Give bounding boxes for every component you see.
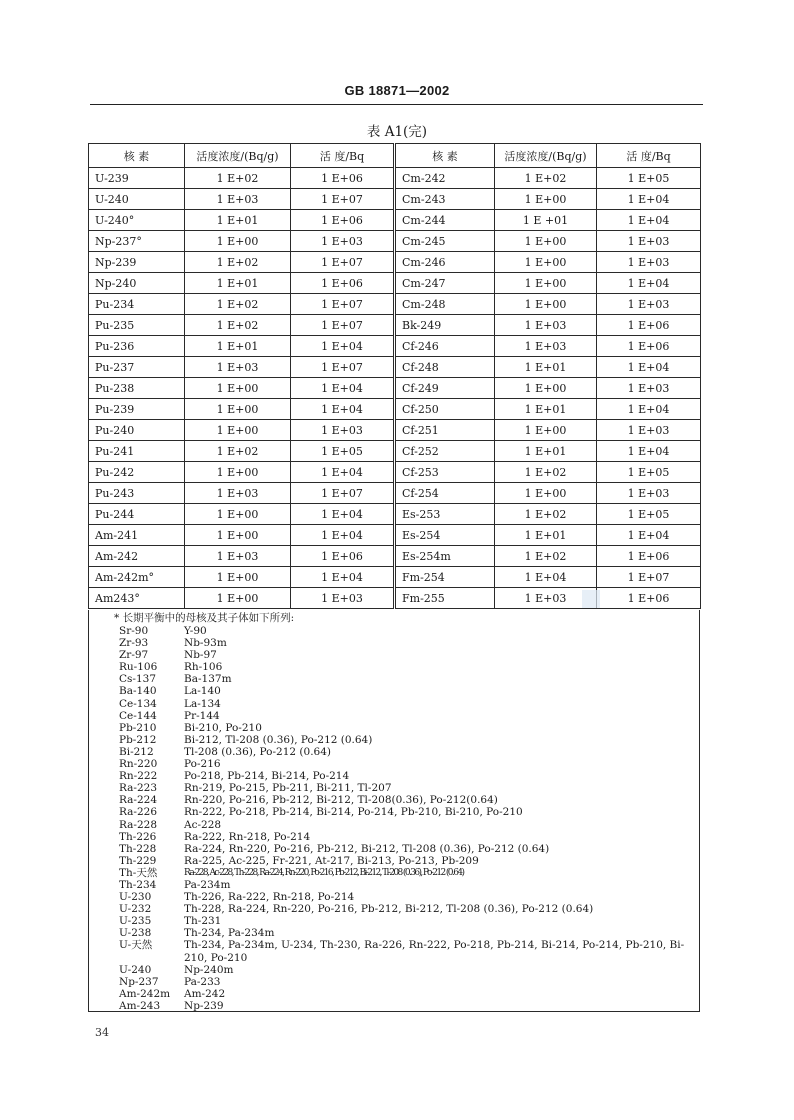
concentration-cell: 1 E+03 — [185, 357, 291, 378]
concentration-cell: 1 E+00 — [495, 483, 597, 504]
nuclide-cell: Cf-252 — [395, 441, 495, 462]
table-row — [89, 210, 701, 231]
daughter-nuclides: Bi-210, Po-210 — [184, 721, 262, 734]
activity-cell: 1 E+06 — [291, 546, 395, 567]
nuclide-cell: Np-240 — [89, 273, 185, 294]
activity-cell: 1 E+07 — [291, 483, 395, 504]
nuclide-cell: Am243° — [89, 588, 185, 609]
parent-nuclide: Rn-222 — [119, 770, 158, 783]
table-header-row — [89, 144, 701, 168]
daughter-nuclides: Rn-220, Po-216, Pb-212, Bi-212, Tl-208(0.36), Po-212(0.64) — [184, 794, 498, 807]
parent-nuclide: Zr-93 — [119, 637, 149, 650]
nuclide-cell: Fm-255 — [395, 588, 495, 609]
table-row — [89, 525, 701, 546]
table-row — [89, 357, 701, 378]
nuclide-cell: Pu-244 — [89, 504, 185, 525]
daughter-nuclides: Ra-224, Rn-220, Po-216, Pb-212, Bi-212, Tl-208 (0.36), Po-212 (0.64) — [184, 842, 550, 855]
parent-nuclide: Ru-106 — [119, 661, 158, 674]
table-row — [89, 231, 701, 252]
daughter-nuclides: Pa-234m — [184, 878, 231, 891]
col-header: 活度浓度/(Bq/g) — [495, 144, 597, 168]
parent-nuclide: Ra-223 — [119, 782, 157, 795]
nuclide-cell: Cm-244 — [395, 210, 495, 231]
table-row — [89, 168, 701, 189]
activity-cell: 1 E+04 — [291, 399, 395, 420]
nuclide-cell: Cm-243 — [395, 189, 495, 210]
table-title: 表 A1(完) — [366, 124, 428, 140]
concentration-cell: 1 E+03 — [495, 588, 597, 609]
daughter-nuclides: Nb-97 — [184, 649, 217, 662]
nuclide-cell: Cf-253 — [395, 462, 495, 483]
concentration-cell: 1 E+00 — [495, 273, 597, 294]
parent-nuclide: Th-228 — [119, 842, 157, 855]
decay-chain-item — [119, 891, 689, 903]
nuclide-cell: Es-253 — [395, 504, 495, 525]
daughter-nuclides: Po-218, Pb-214, Bi-214, Po-214 — [184, 770, 350, 783]
decay-chain-item — [119, 988, 689, 1000]
concentration-cell: 1 E+01 — [495, 441, 597, 462]
decay-chain-item — [119, 637, 689, 649]
nuclide-cell: Pu-243 — [89, 483, 185, 504]
concentration-cell: 1 E+03 — [185, 546, 291, 567]
activity-cell: 1 E+03 — [291, 231, 395, 252]
decay-chain-item — [119, 927, 689, 939]
activity-cell: 1 E+07 — [291, 252, 395, 273]
concentration-cell: 1 E+02 — [185, 252, 291, 273]
decay-chain-list — [119, 625, 689, 1012]
concentration-cell: 1 E+03 — [185, 483, 291, 504]
daughter-nuclides: Pa-233 — [184, 975, 221, 988]
activity-cell: 1 E+03 — [291, 588, 395, 609]
daughter-nuclides: Bi-212, Tl-208 (0.36), Po-212 (0.64) — [184, 733, 373, 746]
concentration-cell: 1 E+03 — [185, 189, 291, 210]
activity-cell: 1 E+05 — [597, 462, 701, 483]
table-row — [89, 336, 701, 357]
decay-chain-item — [119, 831, 689, 843]
concentration-cell: 1 E+00 — [185, 378, 291, 399]
concentration-cell: 1 E+01 — [185, 336, 291, 357]
decay-chain-item — [119, 673, 689, 685]
decay-chain-item — [119, 964, 689, 976]
concentration-cell: 1 E+01 — [495, 399, 597, 420]
footnote-title: * 长期平衡中的母核及其子体如下所列: — [114, 612, 295, 624]
daughter-nuclides: La-140 — [184, 685, 221, 698]
activity-cell: 1 E+07 — [597, 567, 701, 588]
parent-nuclide: Ce-144 — [119, 709, 157, 722]
parent-nuclide: Th-226 — [119, 830, 157, 843]
nuclide-cell: U-240 — [89, 189, 185, 210]
concentration-cell: 1 E+00 — [495, 378, 597, 399]
concentration-cell: 1 E+03 — [495, 315, 597, 336]
activity-cell: 1 E+04 — [291, 378, 395, 399]
activity-cell: 1 E+04 — [597, 210, 701, 231]
concentration-cell: 1 E+01 — [185, 210, 291, 231]
nuclide-cell: Pu-237 — [89, 357, 185, 378]
concentration-cell: 1 E+00 — [185, 567, 291, 588]
activity-cell: 1 E+07 — [291, 357, 395, 378]
col-header: 核 素 — [89, 144, 185, 168]
decay-chain-item — [119, 855, 689, 867]
decay-chain-item — [119, 806, 689, 818]
parent-nuclide: Rn-220 — [119, 758, 158, 771]
decay-chain-item — [119, 1000, 689, 1012]
decay-chain-item — [119, 746, 689, 758]
daughter-nuclides: Th-228, Ra-224, Rn-220, Po-216, Pb-212, Bi-212, Tl-208 (0.36), Po-212 (0.64) — [184, 903, 594, 916]
nuclide-cell: Cm-246 — [395, 252, 495, 273]
concentration-cell: 1 E+02 — [185, 441, 291, 462]
table-row — [89, 378, 701, 399]
table-row — [89, 504, 701, 525]
decay-chain-item — [119, 758, 689, 770]
concentration-cell: 1 E+01 — [495, 525, 597, 546]
daughter-nuclides: Ra-222, Rn-218, Po-214 — [184, 830, 311, 843]
activity-cell: 1 E+03 — [597, 294, 701, 315]
parent-nuclide: Bi-212 — [119, 745, 154, 758]
nuclide-cell: Pu-241 — [89, 441, 185, 462]
table-row — [89, 588, 701, 609]
nuclide-cell: U-240° — [89, 210, 185, 231]
activity-cell: 1 E+04 — [291, 462, 395, 483]
activity-cell: 1 E+06 — [597, 315, 701, 336]
nuclide-table — [88, 143, 701, 609]
nuclide-cell: Pu-235 — [89, 315, 185, 336]
parent-nuclide: U-232 — [119, 903, 152, 916]
activity-cell: 1 E+05 — [597, 168, 701, 189]
decay-chain-item — [119, 782, 689, 794]
decay-chain-item — [119, 770, 689, 782]
daughter-nuclides: Ba-137m — [184, 673, 232, 686]
activity-cell: 1 E+04 — [291, 504, 395, 525]
concentration-cell: 1 E+03 — [495, 336, 597, 357]
decay-chain-item — [119, 915, 689, 927]
concentration-cell: 1 E+00 — [495, 294, 597, 315]
concentration-cell: 1 E +01 — [495, 210, 597, 231]
concentration-cell: 1 E+02 — [185, 168, 291, 189]
table-row — [89, 399, 701, 420]
decay-chain-item — [119, 843, 689, 855]
parent-nuclide: Ra-226 — [119, 806, 157, 819]
table-row — [89, 252, 701, 273]
parent-nuclide: Th-229 — [119, 854, 157, 867]
daughter-nuclides: Rh-106 — [184, 661, 223, 674]
table-row — [89, 462, 701, 483]
concentration-cell: 1 E+04 — [495, 567, 597, 588]
concentration-cell: 1 E+02 — [495, 462, 597, 483]
activity-cell: 1 E+06 — [597, 588, 701, 609]
table-row — [89, 546, 701, 567]
activity-cell: 1 E+04 — [597, 273, 701, 294]
activity-cell: 1 E+07 — [291, 315, 395, 336]
parent-nuclide: U-238 — [119, 927, 152, 940]
nuclide-cell: Es-254 — [395, 525, 495, 546]
daughter-nuclides: Np-239 — [184, 999, 224, 1012]
nuclide-cell: Pu-240 — [89, 420, 185, 441]
concentration-cell: 1 E+00 — [185, 231, 291, 252]
concentration-cell: 1 E+02 — [495, 168, 597, 189]
activity-cell: 1 E+04 — [291, 567, 395, 588]
concentration-cell: 1 E+00 — [185, 504, 291, 525]
nuclide-cell: Pu-236 — [89, 336, 185, 357]
nuclide-cell: Cf-254 — [395, 483, 495, 504]
decay-chain-item — [119, 661, 689, 673]
parent-nuclide: Am-243 — [119, 999, 161, 1012]
activity-cell: 1 E+03 — [597, 420, 701, 441]
parent-nuclide: Th-234 — [119, 878, 157, 891]
daughter-nuclides: Np-240m — [184, 963, 234, 976]
decay-chain-item — [119, 879, 689, 891]
nuclide-cell: Fm-254 — [395, 567, 495, 588]
parent-nuclide: Ra-228 — [119, 818, 157, 831]
col-header: 核 素 — [395, 144, 495, 168]
daughter-nuclides: Ac-228 — [184, 818, 222, 831]
activity-cell: 1 E+03 — [597, 378, 701, 399]
daughter-nuclides: Th-234, Pa-234m, U-234, Th-230, Ra-226, Rn-222, Po-218, Pb-214, Bi-214, Po-214, Pb-210, Bi-210, Po-210 — [184, 939, 685, 964]
decay-chain-item — [119, 903, 689, 915]
parent-nuclide: U-230 — [119, 891, 152, 904]
page-number: 34 — [95, 1026, 109, 1039]
daughter-nuclides: Am-242 — [184, 987, 226, 1000]
parent-nuclide: Pb-212 — [119, 733, 157, 746]
table-row — [89, 567, 701, 588]
table-row — [89, 189, 701, 210]
concentration-cell: 1 E+02 — [185, 315, 291, 336]
concentration-cell: 1 E+00 — [185, 588, 291, 609]
activity-cell: 1 E+06 — [597, 336, 701, 357]
concentration-cell: 1 E+00 — [495, 420, 597, 441]
header-rule — [90, 104, 703, 105]
concentration-cell: 1 E+01 — [495, 357, 597, 378]
parent-nuclide: Ce-134 — [119, 697, 157, 710]
nuclide-cell: U-239 — [89, 168, 185, 189]
activity-cell: 1 E+06 — [291, 168, 395, 189]
col-header: 活度浓度/(Bq/g) — [185, 144, 291, 168]
decay-chain-item — [119, 734, 689, 746]
decay-chain-item — [119, 819, 689, 831]
nuclide-cell: Cm-248 — [395, 294, 495, 315]
activity-cell: 1 E+03 — [597, 252, 701, 273]
nuclide-cell: Np-237° — [89, 231, 185, 252]
concentration-cell: 1 E+02 — [495, 546, 597, 567]
activity-cell: 1 E+07 — [291, 294, 395, 315]
parent-nuclide: Am-242m — [119, 987, 171, 1000]
nuclide-cell: Pu-234 — [89, 294, 185, 315]
concentration-cell: 1 E+01 — [185, 273, 291, 294]
nuclide-cell: Cf-250 — [395, 399, 495, 420]
concentration-cell: 1 E+00 — [185, 462, 291, 483]
standard-code: GB 18871—2002 — [344, 83, 450, 98]
activity-cell: 1 E+04 — [597, 399, 701, 420]
nuclide-cell: Cf-248 — [395, 357, 495, 378]
daughter-nuclides: Nb-93m — [184, 637, 227, 650]
decay-chain-item — [119, 794, 689, 806]
nuclide-cell: Es-254m — [395, 546, 495, 567]
decay-chain-item — [119, 649, 689, 661]
nuclide-cell: Cm-242 — [395, 168, 495, 189]
daughter-nuclides: Th-231 — [184, 915, 222, 928]
table-row — [89, 420, 701, 441]
nuclide-cell: Cf-246 — [395, 336, 495, 357]
daughter-nuclides: Ra-228, Ac-228, Th-228, Ra-224, Rn-220, Po-216, Pb-212, Bi-212, Tl-208 (0.36), Po-212 (0.64) — [184, 867, 464, 878]
parent-nuclide: Th-天然 — [119, 866, 158, 879]
table-row — [89, 315, 701, 336]
parent-nuclide: Sr-90 — [119, 625, 149, 637]
table-row — [89, 483, 701, 504]
daughter-nuclides: Y-90 — [184, 625, 207, 637]
nuclide-cell: Am-241 — [89, 525, 185, 546]
activity-cell: 1 E+04 — [597, 441, 701, 462]
activity-cell: 1 E+05 — [291, 441, 395, 462]
col-header: 活 度/Bq — [291, 144, 395, 168]
parent-nuclide: Zr-97 — [119, 649, 149, 662]
activity-cell: 1 E+04 — [597, 357, 701, 378]
daughter-nuclides: Pr-144 — [184, 709, 220, 722]
concentration-cell: 1 E+00 — [495, 189, 597, 210]
activity-cell: 1 E+04 — [597, 525, 701, 546]
daughter-nuclides: Po-216 — [184, 758, 221, 771]
daughter-nuclides: Th-226, Ra-222, Rn-218, Po-214 — [184, 891, 355, 904]
table-footnote — [88, 610, 700, 1012]
concentration-cell: 1 E+00 — [495, 252, 597, 273]
table-body — [89, 168, 701, 609]
nuclide-cell: Pu-238 — [89, 378, 185, 399]
daughter-nuclides: Rn-219, Po-215, Pb-211, Bi-211, Tl-207 — [184, 782, 392, 795]
nuclide-cell: Bk-249 — [395, 315, 495, 336]
table-row — [89, 273, 701, 294]
parent-nuclide: U-235 — [119, 915, 152, 928]
nuclide-cell: Cm-245 — [395, 231, 495, 252]
table-row — [89, 294, 701, 315]
activity-cell: 1 E+03 — [291, 420, 395, 441]
decay-chain-item — [119, 976, 689, 988]
parent-nuclide: U-天然 — [119, 939, 153, 952]
daughter-nuclides: La-134 — [184, 697, 221, 710]
nuclide-cell: Pu-239 — [89, 399, 185, 420]
parent-nuclide: Pb-210 — [119, 721, 157, 734]
decay-chain-item — [119, 710, 689, 722]
concentration-cell: 1 E+00 — [185, 399, 291, 420]
col-header: 活 度/Bq — [597, 144, 701, 168]
activity-cell: 1 E+05 — [597, 504, 701, 525]
activity-cell: 1 E+06 — [597, 546, 701, 567]
nuclide-cell: Cf-251 — [395, 420, 495, 441]
nuclide-cell: Am-242m° — [89, 567, 185, 588]
decay-chain-item — [119, 685, 689, 697]
parent-nuclide: Cs-137 — [119, 673, 157, 686]
nuclide-cell: Cm-247 — [395, 273, 495, 294]
concentration-cell: 1 E+02 — [495, 504, 597, 525]
activity-cell: 1 E+06 — [291, 273, 395, 294]
concentration-cell: 1 E+00 — [185, 420, 291, 441]
nuclide-cell: Np-239 — [89, 252, 185, 273]
parent-nuclide: U-240 — [119, 963, 152, 976]
decay-chain-item — [119, 722, 689, 734]
activity-cell: 1 E+04 — [597, 189, 701, 210]
activity-cell: 1 E+07 — [291, 189, 395, 210]
daughter-nuclides: Tl-208 (0.36), Po-212 (0.64) — [184, 745, 331, 758]
concentration-cell: 1 E+00 — [495, 231, 597, 252]
decay-chain-item — [119, 698, 689, 710]
activity-cell: 1 E+04 — [291, 336, 395, 357]
decay-chain-item — [119, 867, 689, 879]
activity-cell: 1 E+03 — [597, 483, 701, 504]
nuclide-cell: Am-242 — [89, 546, 185, 567]
concentration-cell: 1 E+02 — [185, 294, 291, 315]
decay-chain-item — [119, 939, 689, 963]
activity-cell: 1 E+06 — [291, 210, 395, 231]
parent-nuclide: Ba-140 — [119, 685, 157, 698]
decay-chain-item — [119, 625, 689, 637]
table-row — [89, 441, 701, 462]
nuclide-cell: Cf-249 — [395, 378, 495, 399]
concentration-cell: 1 E+00 — [185, 525, 291, 546]
parent-nuclide: Np-237 — [119, 975, 159, 988]
daughter-nuclides: Th-234, Pa-234m — [184, 927, 275, 940]
nuclide-cell: Pu-242 — [89, 462, 185, 483]
parent-nuclide: Ra-224 — [119, 794, 157, 807]
daughter-nuclides: Rn-222, Po-218, Pb-214, Bi-214, Po-214, Pb-210, Bi-210, Po-210 — [184, 806, 523, 819]
activity-cell: 1 E+04 — [291, 525, 395, 546]
daughter-nuclides: Ra-225, Ac-225, Fr-221, At-217, Bi-213, Po-213, Pb-209 — [184, 854, 479, 867]
activity-cell: 1 E+03 — [597, 231, 701, 252]
scan-mark — [582, 590, 600, 608]
